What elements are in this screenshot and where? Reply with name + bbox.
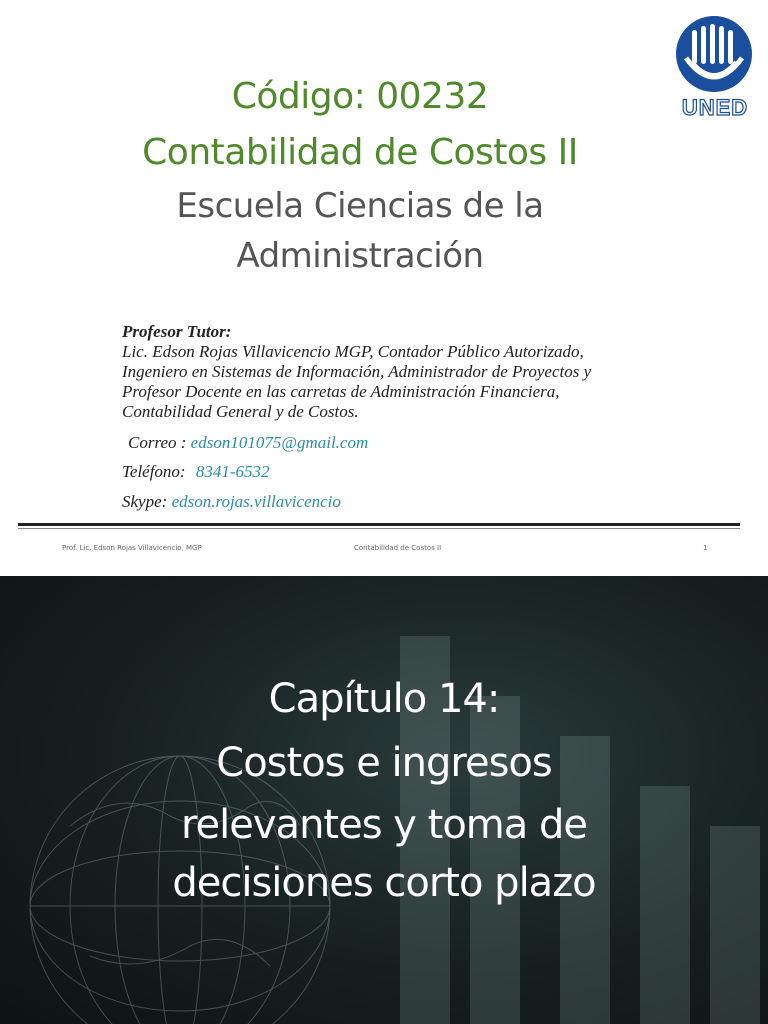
chapter-title-line-3: relevantes y toma de [180,802,587,848]
slide-2 [0,576,768,1024]
tutor-line: Lic. Edson Rojas Villavicencio MGP, Contador Público Autorizado, [122,342,584,361]
footer-divider [18,523,740,526]
skype-label: Skype: [122,492,168,511]
chapter-title-line-2: Costos e ingresos [216,740,552,786]
phone-label: Teléfono: [122,462,186,481]
phone-value: 8341-6532 [195,462,270,481]
tutor-line: Profesor Docente en las carretas de Administración Financiera, [122,382,560,401]
course-code-title: Código: 00232 [231,76,489,117]
phone-row [122,462,270,482]
school-title-line-2: Administración [236,236,484,276]
footer-course: Contabilidad de Costos II [354,544,442,552]
uned-logo-icon [672,12,758,122]
chapter-title-line-1: Capítulo 14: [268,676,500,722]
uned-logo [672,12,758,122]
skype-value: edson.rojas.villavicencio [171,492,341,511]
tutor-line: Ingeniero en Sistemas de Información, Administrador de Proyectos y [122,362,592,381]
tutor-line: Contabilidad General y de Costos. [122,402,359,421]
email-label: Correo : [128,433,187,452]
footer-page-number: 1 [703,544,708,552]
school-title-line-1: Escuela Ciencias de la [176,186,544,226]
footer-author: Prof. Lic. Edson Rojas Villavicencio, MGP [62,544,202,552]
email-row [128,433,368,453]
email-link[interactable]: edson101075@gmail.com [190,433,369,452]
background-art [0,576,768,1024]
chapter-title-line-4: decisiones corto plazo [172,860,596,906]
footer-divider-thin [18,528,740,529]
tutor-heading: Profesor Tutor: [122,322,232,341]
skype-row [122,492,341,512]
uned-logo-text: UNED [681,95,749,120]
tutor-block [122,322,722,422]
course-name-title: Contabilidad de Costos II [142,132,578,173]
